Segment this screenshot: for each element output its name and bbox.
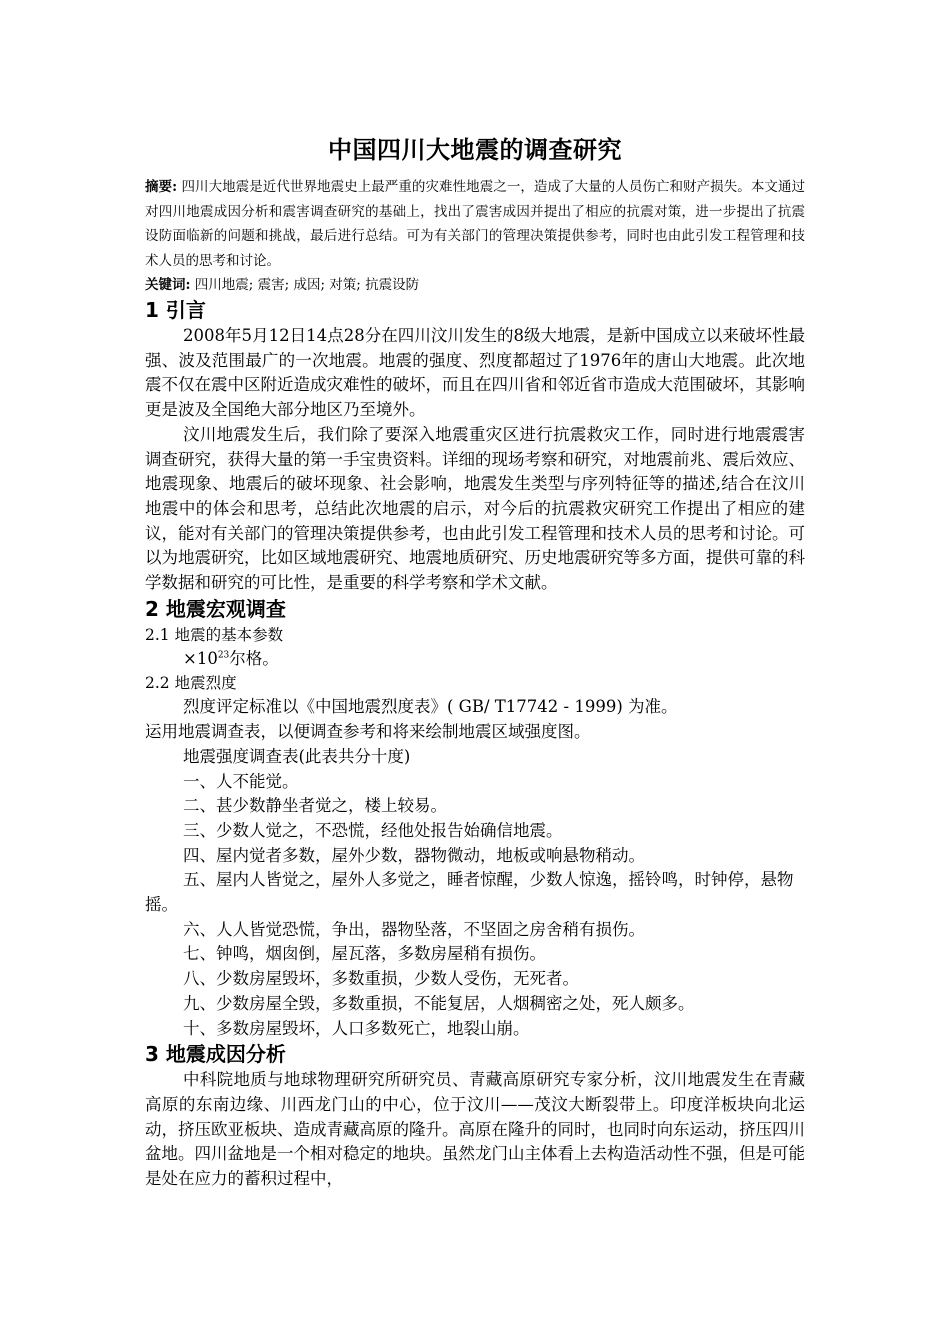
intensity-item-2: 二、甚少数静坐者觉之，楼上较易。 [183,796,447,816]
intensity-item-9: 九、少数房屋全毁，多数重损，不能复居，人烟稠密之处，死人颇多。 [183,993,695,1013]
keywords [145,273,805,297]
document-page [145,130,805,1192]
energy-suffix: 尔格。 [229,648,279,668]
intensity-item-3: 三、少数人觉之，不恐慌，经他处报告始确信地震。 [183,820,563,840]
section-2-heading: 2 地震宏观调查 [145,596,286,621]
subsection-2-2-heading: 2.2 地震烈度 [145,674,237,693]
intensity-item-1: 一、人不能觉。 [183,771,299,791]
intensity-item-7: 七、钟鸣，烟囱倒，屋瓦落，多数房屋稍有损伤。 [183,944,546,964]
abstract-label: 摘要: [145,179,178,195]
intensity-table-title: 地震强度调查表(此表共分十度) [183,746,411,766]
keywords-text: 四川地震; 震害; 成因; 对策; 抗震设防 [190,277,420,293]
section-1-paragraph-2: 汶川地震发生后，我们除了要深入地震重灾区进行抗震救灾工作，同时进行地震震害调查研究，获得大量的第一手宝贵资料。详细的现场考察和研究，对地震前兆、震后效应、地震现象、地震后的破坏现象、社会影响，地震发生类型与序列特征等的描述,结合在汶川地震中的体会和思考，总结此次地震的启示，对今后的抗震救灾研究工作提出了相应的建议，能对有关部门的管理决策提供参考，也由此引发工程管理和技术人员的思考和讨论。可以为地震研究，比如区域地震研究、地震地质研究、历史地震研究等多方面，提供可靠的科学数据和研究的可比性，是重要的科学考察和学术文献。 [145,424,805,593]
section-1-paragraph-1: 2008年5月12日14点28分在四川汶川发生的8级大地震，是新中国成立以来破坏性最强、波及范围最广的一次地震。地震的强度、烈度都超过了1976年的唐山大地震。此次地震不仅在震中区附近造成灾难性的破坏，而且在四川省和邻近省市造成大范围破坏，其影响更是波及全国绝大部分地区乃至境外。 [145,326,805,420]
subsection-2-1-heading: 2.1 地震的基本参数 [145,625,284,644]
section-3-heading: 3 地震成因分析 [145,1042,286,1067]
section-3-paragraph-1: 中科院地质与地球物理研究所研究员、青藏高原研究专家分析，汶川地震发生在青藏高原的东南边缘、川西龙门山的中心，位于汶川——茂汶大断裂带上。印度洋板块向北运动，挤压欧亚板块、造成青藏高原的隆升。高原在隆升的同时，也同时向东运动，挤压四川盆地。四川盆地是一个相对稳定的地块。虽然龙门山主体看上去构造活动性不强，但是可能是处在应力的蓄积过程中， [145,1070,805,1189]
document-title: 中国四川大地震的调查研究 [328,136,622,164]
abstract-text: 四川大地震是近代世界地震史上最严重的灾难性地震之一，造成了大量的人员伤亡和财产损失。本文通过对四川地震成因分析和震害调查研究的基础上，找出了震害成因并提出了相应的抗震对策，进一步提出了抗震设防面临新的问题和挑战，最后进行总结。可为有关部门的管理决策提供参考，同时也由此引发工程管理和技术人员的思考和讨论。 [145,179,806,269]
abstract [145,175,805,273]
survey-usage-text: 运用地震调查表，以便调查参考和将来绘制地震区域强度图。 [145,722,591,742]
intensity-item-10: 十、多数房屋毁坏，人口多数死亡，地裂山崩。 [183,1018,530,1038]
intensity-item-6: 六、人人皆觉恐慌，争出，器物坠落，不坚固之房舍稍有损伤。 [183,919,645,939]
intensity-item-4: 四、屋内觉者多数，屋外少数，器物微动，地板或响悬物稍动。 [183,845,645,865]
energy-line [145,647,805,672]
section-1-heading: 1 引言 [145,298,206,322]
intensity-item-5: 五、屋内人皆觉之，屋外人多觉之，睡者惊醒，少数人惊逸，摇铃鸣，时钟停，悬物摇。 [145,870,794,915]
intensity-standard-text: 烈度评定标准以《中国地震烈度表》( GB/ T17742 - 1999) 为准。 [183,697,678,717]
energy-exponent: 23 [217,650,230,661]
intensity-item-8: 八、少数房屋毁坏，多数重损，少数人受伤，无死者。 [183,969,579,989]
energy-prefix: ×10 [183,648,218,668]
keywords-label: 关键词: [145,277,191,293]
